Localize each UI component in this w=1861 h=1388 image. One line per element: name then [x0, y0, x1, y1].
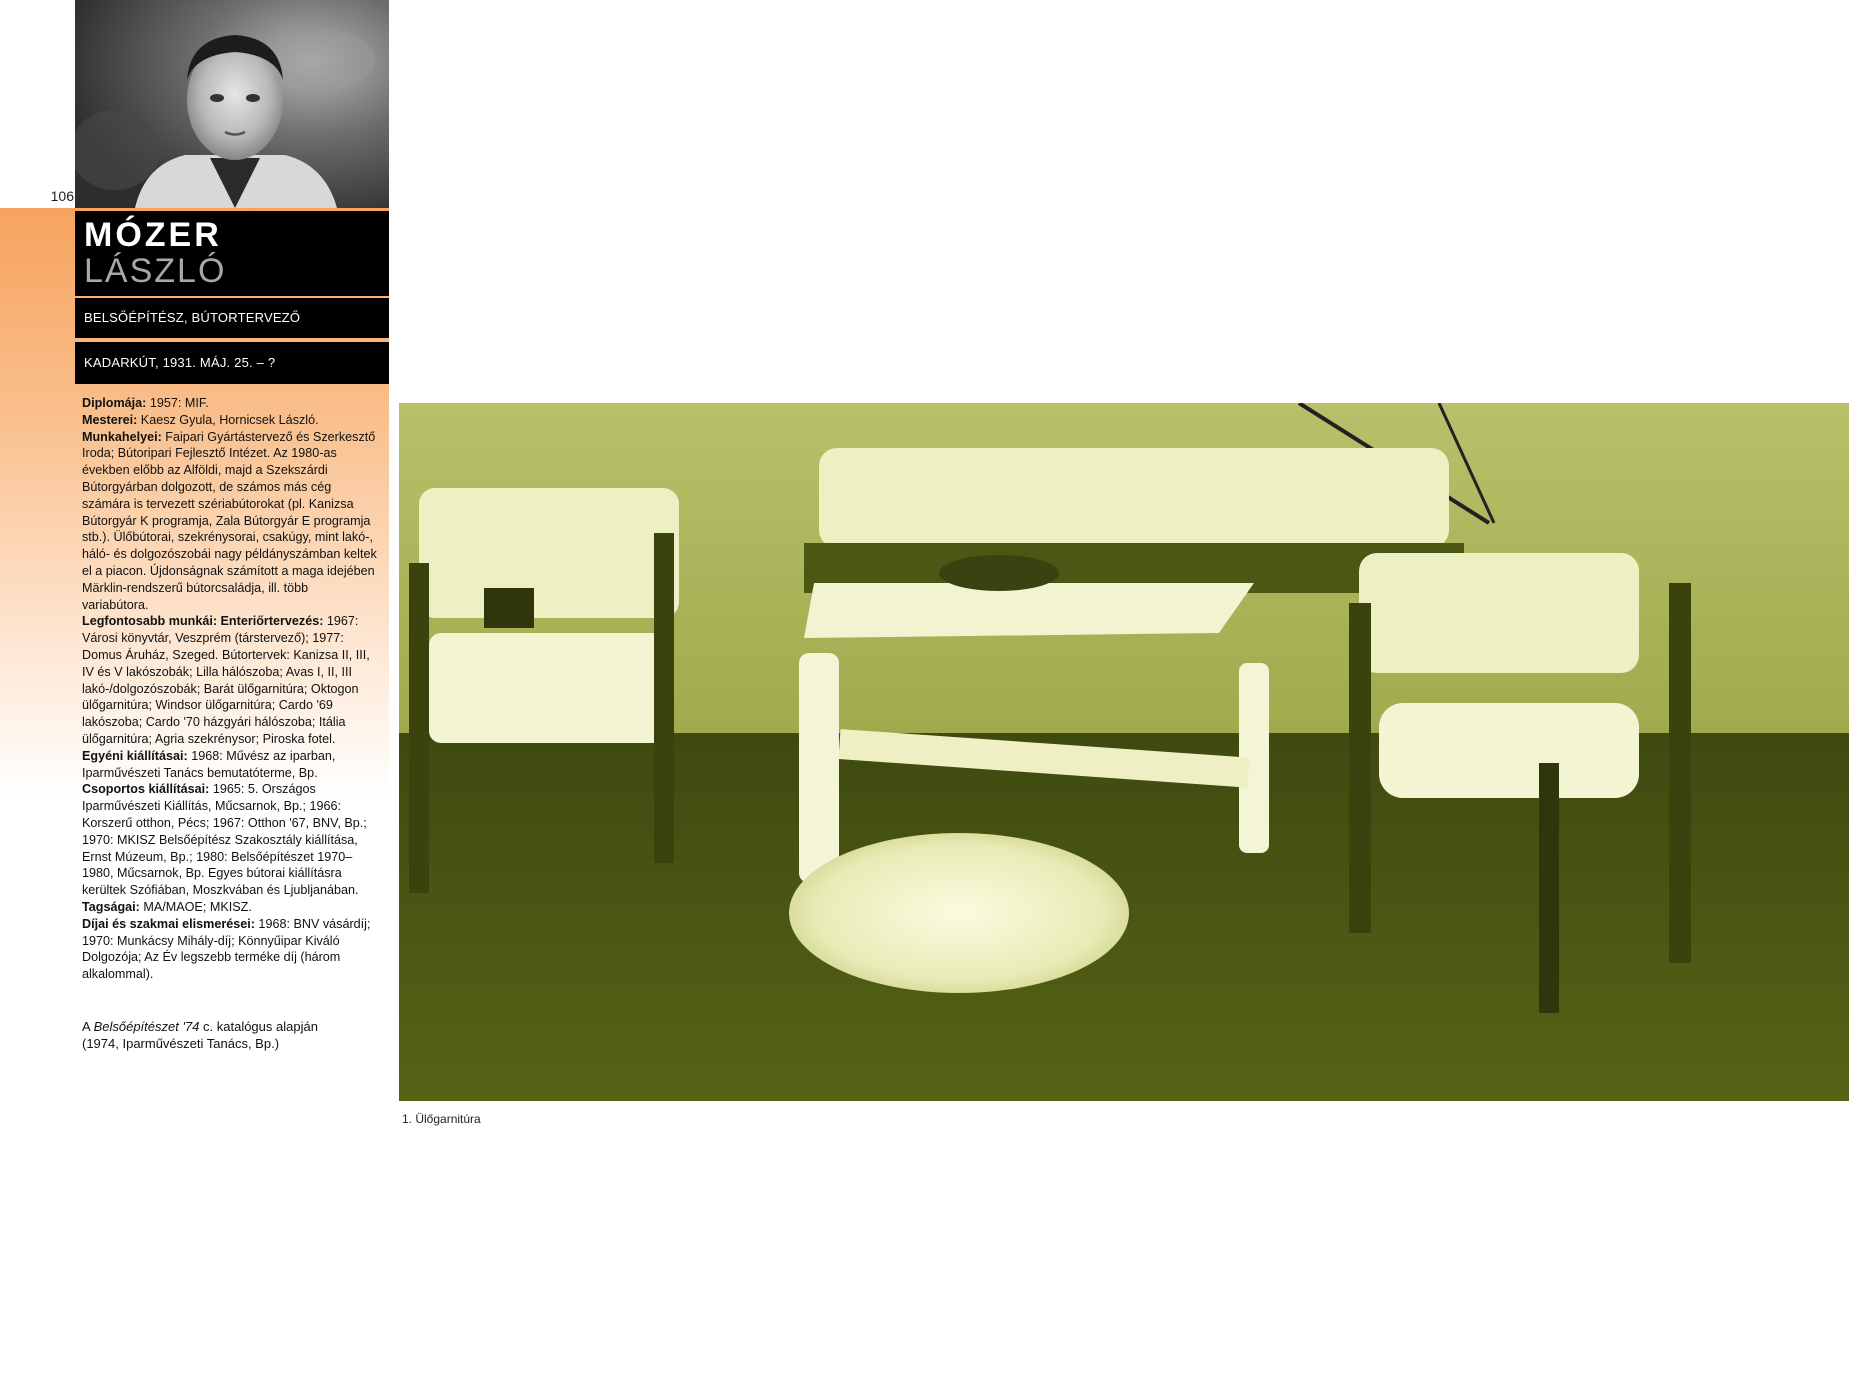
source-note	[82, 1018, 378, 1052]
bio-awards-label: Díjai és szakmai elismerései:	[82, 916, 255, 931]
birth-bar	[75, 342, 389, 384]
bio-solo-exhibitions	[82, 748, 378, 782]
source-title: Belsőépítészet '74	[93, 1019, 200, 1034]
portrait-illustration	[75, 0, 389, 208]
name-header	[75, 211, 389, 296]
bio-workplaces	[82, 429, 378, 614]
bio-diploma-text: 1957: MIF.	[146, 396, 209, 410]
bio-memberships-text: MA/MAOE; MKISZ.	[139, 899, 252, 914]
source-note-line1	[82, 1018, 378, 1035]
last-name: LÁSZLÓ	[84, 252, 227, 290]
bio-masters-label: Mesterei:	[82, 412, 138, 427]
bio-works-text: 1967: Városi könyvtár, Veszprém (társtervező); 1977: Domus Áruház, Szeged. Bútortervek: Kanizsa II, III, IV és V lakószobák; Lilla hálószoba; Avas I, II, III lakó-/dolgozószobák; Barát ülőgarnitúra; Oktogon ülőgarnitúra; Windsor ülőgarnitúra; Cardo '69 lakószoba; Cardo '70 házgyári hálószoba; Itália ülőgarnitúra; Agria szekrénysor; Piroska fotel.	[82, 614, 370, 746]
page-number: 106	[50, 188, 74, 204]
bio-diploma	[82, 395, 378, 412]
bio-group-text: 1965: 5. Országos Iparművészeti Kiállítás, Műcsarnok, Bp.; 1966: Korszerű otthon, Pécs; 1967: Otthon '67, BNV, Bp.; 1970: MKISZ Belsőépítész Szakosztály kiállítása, Ernst Múzeum, Bp.; 1980: Belsőépítészet 1970–1980, Műcsarnok, Bp. Egyes bútorai kiállításra kerültek Szófiában, Moszkvában és Ljubljanában.	[82, 782, 367, 898]
bio-solo-text: 1968: Művész az iparban, Iparművészeti Tanács bemutatóterme, Bp.	[82, 748, 336, 780]
furniture-illustration	[399, 403, 1849, 1101]
bio-group-label: Csoportos kiállításai:	[82, 782, 210, 797]
portrait-photo	[75, 0, 389, 208]
first-name: MÓZER	[84, 216, 222, 254]
bio-works	[82, 613, 378, 747]
bio-works-label: Legfontosabb munkái: Enteriőrtervezés:	[82, 614, 324, 629]
bio-group-exhibitions	[82, 781, 378, 899]
bio-memberships	[82, 899, 378, 916]
biography	[82, 395, 378, 983]
bio-solo-label: Egyéni kiállításai:	[82, 748, 188, 763]
bio-awards	[82, 916, 378, 983]
bio-memberships-label: Tagságai:	[82, 899, 140, 914]
role-bar	[75, 298, 389, 338]
source-note-line2: (1974, Iparművészeti Tanács, Bp.)	[82, 1036, 280, 1051]
source-prefix: A	[82, 1019, 94, 1034]
bio-workplaces-label: Munkahelyei:	[82, 429, 162, 444]
bio-masters-text: Kaesz Gyula, Hornicsek László.	[137, 412, 319, 427]
bio-awards-text: 1968: BNV vásárdíj; 1970: Munkácsy Mihály-díj; Könnyűipar Kiváló Dolgozója; Az Év legszebb terméke díj (három alkalommal).	[82, 916, 371, 982]
source-suffix: c. katalógus alapján	[199, 1019, 318, 1034]
bio-workplaces-text: Faipari Gyártástervező és Szerkesztő Iroda; Bútoripari Fejlesztő Intézet. Az 1980-as években előbb az Alföldi, majd a Szekszárdi Bútorgyárban dolgozott, de számos más cég számára is tervezett szériabútorokat (pl. Kanizsa Bútorgyár K programja, Zala Bútorgyár E programja stb.). Ülőbútorai, szekrénysorai, csakúgy, mint lakó-, háló- és dolgozószobái nagy példányszámban keltek el a piacon. Újdonságnak számított a maga idejében Märklin-rendszerű bútorcsaládja, ill. több variabútora.	[82, 429, 377, 612]
bio-diploma-label: Diplomája:	[82, 396, 147, 410]
furniture-photo	[399, 403, 1849, 1101]
role-text: BELSŐÉPÍTÉSZ, BÚTORTERVEZŐ	[84, 310, 301, 325]
birth-text: KADARKÚT, 1931. MÁJ. 25. – ?	[84, 355, 276, 370]
bio-masters	[82, 412, 378, 429]
photo-caption: 1. Ülőgarnitúra	[402, 1112, 481, 1126]
